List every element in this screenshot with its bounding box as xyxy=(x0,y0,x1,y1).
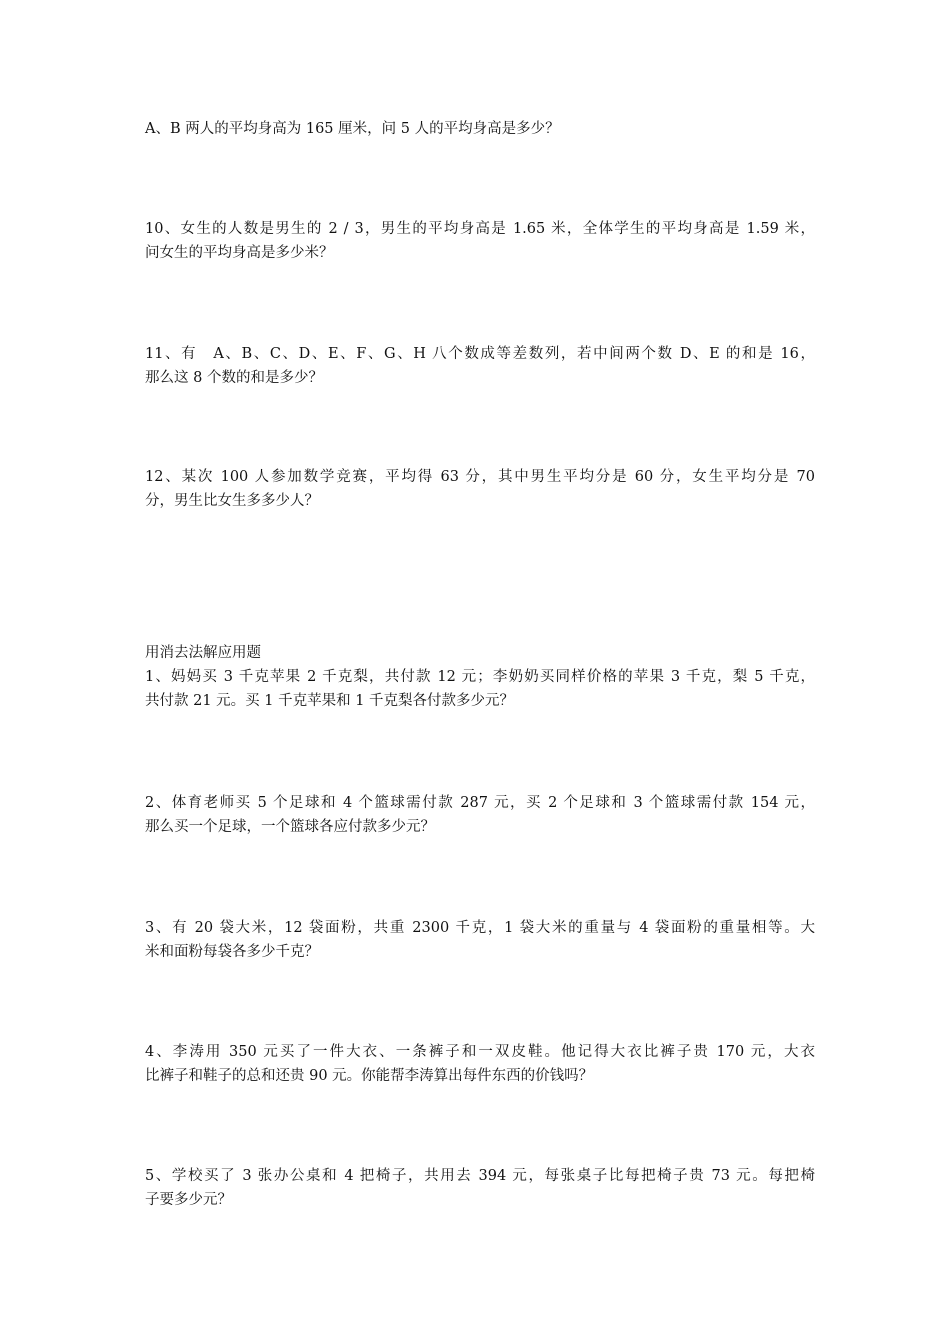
problem-line: 共付款 21 元。买 1 千克苹果和 1 千克梨各付款多少元？ xyxy=(145,693,515,709)
problem-line: 那么这 8 个数的和是多少？ xyxy=(145,370,323,386)
problem-line: A、B 两人的平均身高为 165 厘米，问 5 人的平均身高是多少？ xyxy=(145,121,560,137)
section-problem-2 xyxy=(145,791,815,839)
problem-line: 1、妈妈买 3 千克苹果 2 千克梨，共付款 12 元；李奶奶买同样价格的苹果 3 千克，梨 5 千克， xyxy=(145,669,815,685)
section-elimination xyxy=(145,641,815,713)
problem-line: 11、有 A、B、C、D、E、F、G、H 八个数成等差数列，若中间两个数 D、E 的和是 16， xyxy=(145,346,815,362)
problem-line: 5、学校买了 3 张办公桌和 4 把椅子，共用去 394 元，每张桌子比每把椅子贵 73 元。每把椅 xyxy=(145,1168,815,1184)
problem-line: 子要多少元？ xyxy=(145,1192,232,1208)
problem-10 xyxy=(145,217,815,265)
problem-line: 那么买一个足球，一个篮球各应付款多少元？ xyxy=(145,819,435,835)
problem-line: 米和面粉每袋各多少千克？ xyxy=(145,944,319,960)
problem-line: 问女生的平均身高是多少米？ xyxy=(145,245,334,261)
problem-line: 10、女生的人数是男生的 2 / 3，男生的平均身高是 1.65 米，全体学生的平均身高是 1.59 米， xyxy=(145,221,815,237)
problem-12 xyxy=(145,465,815,513)
problem-line: 分，男生比女生多多少人？ xyxy=(145,493,319,509)
section-problem-3 xyxy=(145,916,815,964)
problem-ab-average-height xyxy=(145,117,815,141)
section-problem-4 xyxy=(145,1040,815,1088)
problem-line: 4、李涛用 350 元买了一件大衣、一条裤子和一双皮鞋。他记得大衣比裤子贵 170 元，大衣 xyxy=(145,1044,815,1060)
section-title: 用消去法解应用题 xyxy=(145,645,261,661)
problem-line: 比裤子和鞋子的总和还贵 90 元。你能帮李涛算出每件东西的价钱吗？ xyxy=(145,1068,594,1084)
problem-line: 2、体育老师买 5 个足球和 4 个篮球需付款 287 元，买 2 个足球和 3 个篮球需付款 154 元， xyxy=(145,795,815,811)
section-problem-5 xyxy=(145,1164,815,1212)
problem-line: 3、有 20 袋大米，12 袋面粉，共重 2300 千克，1 袋大米的重量与 4 袋面粉的重量相等。大 xyxy=(145,920,815,936)
problem-11 xyxy=(145,342,815,390)
problem-line: 12、某次 100 人参加数学竞赛，平均得 63 分，其中男生平均分是 60 分，女生平均分是 70 xyxy=(145,469,815,485)
